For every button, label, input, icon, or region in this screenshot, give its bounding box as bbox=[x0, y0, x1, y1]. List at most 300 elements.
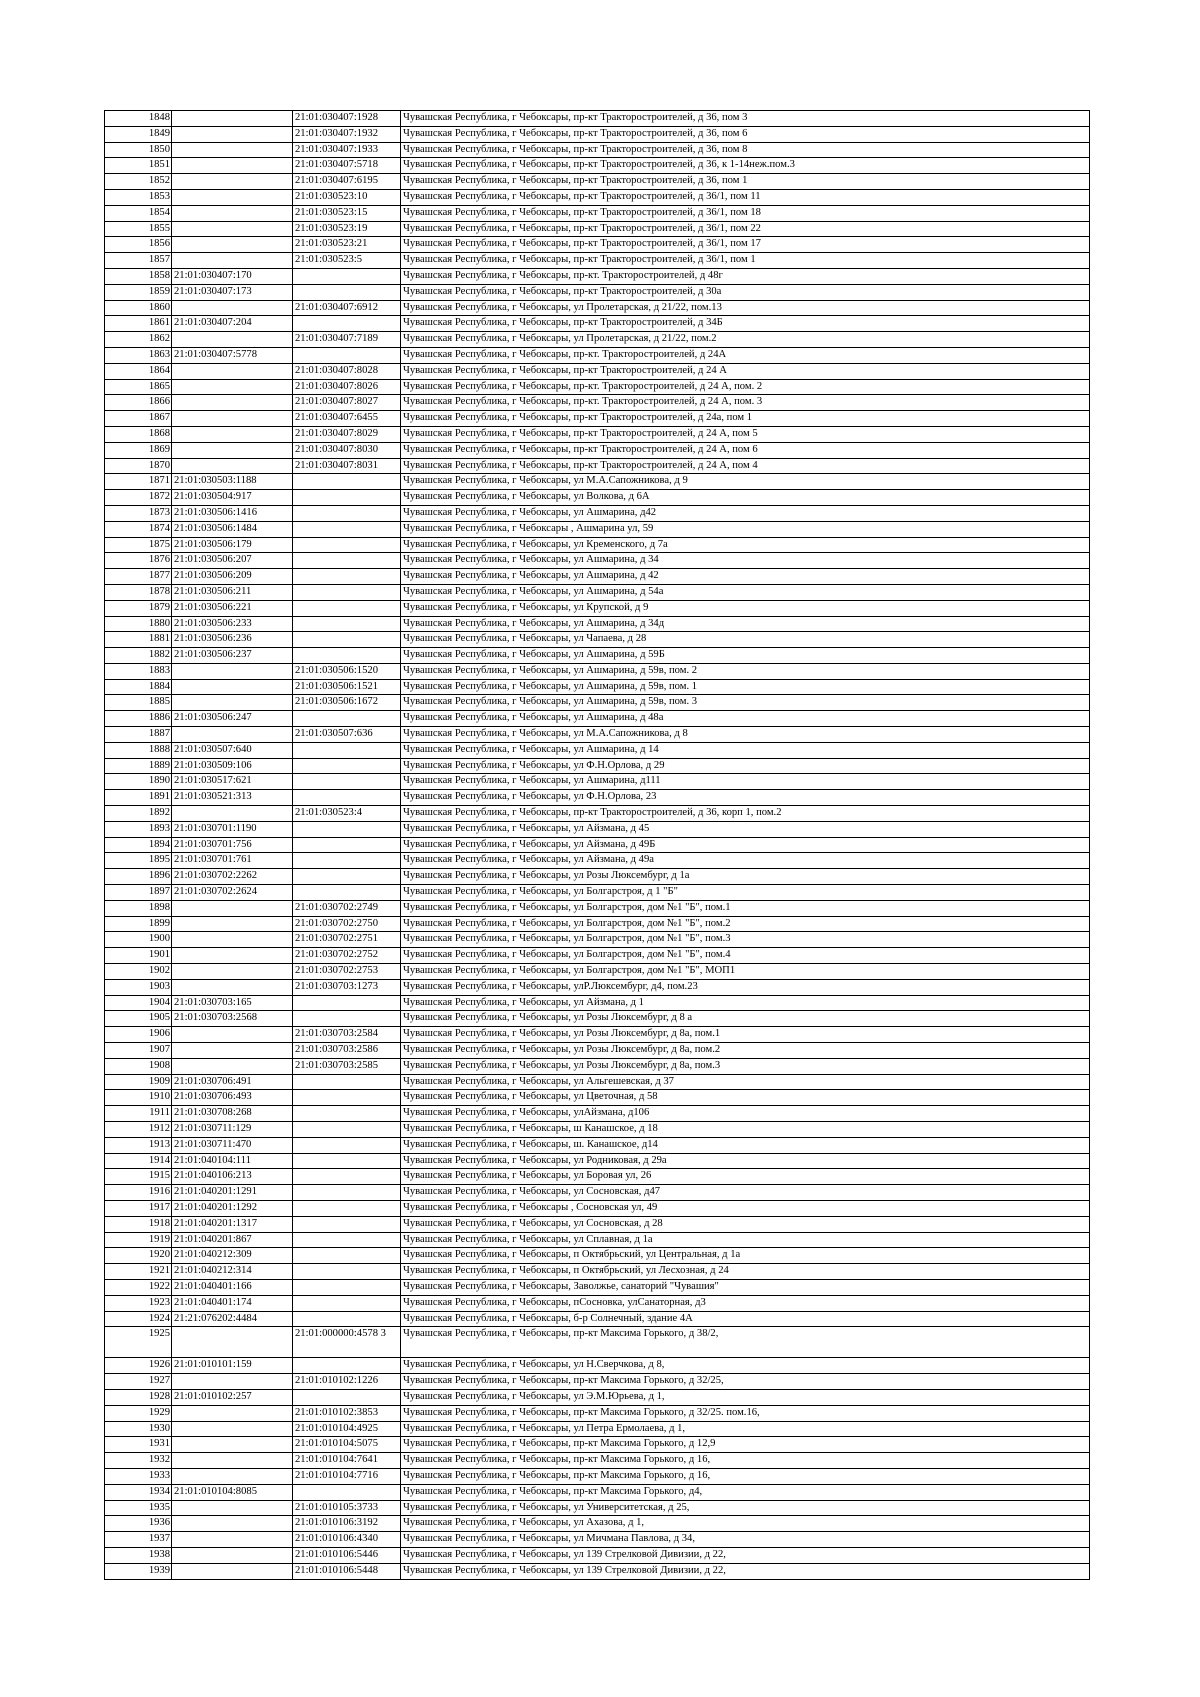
table-row bbox=[105, 758, 1090, 774]
row-number-cell: 1851 bbox=[105, 158, 172, 174]
table-row bbox=[105, 584, 1090, 600]
address-cell: Чувашская Республика, г Чебоксары, пр-кт Тракторостроителей, д 36/1, пом 22 bbox=[401, 221, 1090, 237]
premises-cadastral-number-cell: 21:01:030523:15 bbox=[293, 205, 401, 221]
premises-cadastral-number-cell bbox=[293, 1185, 401, 1201]
premises-cadastral-number-cell bbox=[293, 1216, 401, 1232]
parcel-cadastral-number-cell bbox=[172, 1327, 293, 1358]
table-row bbox=[105, 505, 1090, 521]
premises-cadastral-number-cell bbox=[293, 1106, 401, 1122]
parcel-cadastral-number-cell: 21:01:030506:207 bbox=[172, 553, 293, 569]
row-number-cell: 1880 bbox=[105, 616, 172, 632]
address-cell: Чувашская Республика, г Чебоксары, ул Розы Люксембург, д 8а, пом.3 bbox=[401, 1058, 1090, 1074]
parcel-cadastral-number-cell bbox=[172, 964, 293, 980]
address-cell: Чувашская Республика, г Чебоксары, ул Цветочная, д 58 bbox=[401, 1090, 1090, 1106]
row-number-cell: 1877 bbox=[105, 569, 172, 585]
parcel-cadastral-number-cell: 21:01:030407:173 bbox=[172, 284, 293, 300]
premises-cadastral-number-cell: 21:01:030703:2586 bbox=[293, 1043, 401, 1059]
parcel-cadastral-number-cell: 21:01:030706:493 bbox=[172, 1090, 293, 1106]
premises-cadastral-number-cell bbox=[293, 553, 401, 569]
row-number-cell: 1875 bbox=[105, 537, 172, 553]
table-row bbox=[105, 126, 1090, 142]
premises-cadastral-number-cell bbox=[293, 521, 401, 537]
row-number-cell: 1892 bbox=[105, 806, 172, 822]
parcel-cadastral-number-cell: 21:01:040104:111 bbox=[172, 1153, 293, 1169]
address-cell: Чувашская Республика, г Чебоксары, пр-кт Максима Горького, д 16, bbox=[401, 1453, 1090, 1469]
table-row bbox=[105, 1137, 1090, 1153]
premises-cadastral-number-cell: 21:01:010104:7641 bbox=[293, 1453, 401, 1469]
table-row bbox=[105, 1374, 1090, 1390]
premises-cadastral-number-cell: 21:01:030407:6195 bbox=[293, 174, 401, 190]
row-number-cell: 1938 bbox=[105, 1547, 172, 1563]
table-row bbox=[105, 1516, 1090, 1532]
address-cell: Чувашская Республика, г Чебоксары, пСосновка, улСанаторная, д3 bbox=[401, 1295, 1090, 1311]
parcel-cadastral-number-cell: 21:01:030706:491 bbox=[172, 1074, 293, 1090]
parcel-cadastral-number-cell bbox=[172, 979, 293, 995]
address-cell: Чувашская Республика, г Чебоксары, ул Ф.Н.Орлова, д 29 bbox=[401, 758, 1090, 774]
parcel-cadastral-number-cell: 21:01:030711:470 bbox=[172, 1137, 293, 1153]
address-cell: Чувашская Республика, г Чебоксары, пр-кт Тракторостроителей, д 24 А, пом 6 bbox=[401, 442, 1090, 458]
table-row bbox=[105, 1027, 1090, 1043]
table-row bbox=[105, 1563, 1090, 1579]
table-row bbox=[105, 332, 1090, 348]
premises-cadastral-number-cell: 21:01:030523:4 bbox=[293, 806, 401, 822]
table-row bbox=[105, 490, 1090, 506]
table-row bbox=[105, 885, 1090, 901]
premises-cadastral-number-cell: 21:01:030702:2753 bbox=[293, 964, 401, 980]
table-row bbox=[105, 1264, 1090, 1280]
parcel-cadastral-number-cell bbox=[172, 1437, 293, 1453]
parcel-cadastral-number-cell: 21:01:030509:106 bbox=[172, 758, 293, 774]
document-page bbox=[104, 110, 1090, 1580]
address-cell: Чувашская Республика, г Чебоксары, ул Сосновская, д 28 bbox=[401, 1216, 1090, 1232]
table-row bbox=[105, 1153, 1090, 1169]
table-row bbox=[105, 569, 1090, 585]
table-row bbox=[105, 948, 1090, 964]
address-cell: Чувашская Республика, г Чебоксары, ул Болгарстроя, дом №1 "Б", МОП1 bbox=[401, 964, 1090, 980]
parcel-cadastral-number-cell bbox=[172, 1532, 293, 1548]
row-number-cell: 1857 bbox=[105, 253, 172, 269]
row-number-cell: 1861 bbox=[105, 316, 172, 332]
parcel-cadastral-number-cell: 21:01:030506:221 bbox=[172, 600, 293, 616]
row-number-cell: 1912 bbox=[105, 1122, 172, 1138]
address-cell: Чувашская Республика, г Чебоксары, ул Родниковая, д 29а bbox=[401, 1153, 1090, 1169]
address-cell: Чувашская Республика, г Чебоксары, ул Ашмарина, д 42 bbox=[401, 569, 1090, 585]
parcel-cadastral-number-cell bbox=[172, 332, 293, 348]
parcel-cadastral-number-cell: 21:01:030708:268 bbox=[172, 1106, 293, 1122]
table-row bbox=[105, 253, 1090, 269]
address-cell: Чувашская Республика, г Чебоксары, ул Болгарстроя, дом №1 "Б", пом.2 bbox=[401, 916, 1090, 932]
address-cell: Чувашская Республика, г Чебоксары , Ашмарина ул, 59 bbox=[401, 521, 1090, 537]
parcel-cadastral-number-cell: 21:01:030517:621 bbox=[172, 774, 293, 790]
premises-cadastral-number-cell bbox=[293, 1279, 401, 1295]
address-cell: Чувашская Республика, г Чебоксары, пр-кт Тракторостроителей, д 36/1, пом 1 bbox=[401, 253, 1090, 269]
parcel-cadastral-number-cell bbox=[172, 126, 293, 142]
address-cell: Чувашская Республика, г Чебоксары, ул Н.Сверчкова, д 8, bbox=[401, 1358, 1090, 1374]
premises-cadastral-number-cell bbox=[293, 1074, 401, 1090]
row-number-cell: 1869 bbox=[105, 442, 172, 458]
row-number-cell: 1902 bbox=[105, 964, 172, 980]
parcel-cadastral-number-cell: 21:01:030407:204 bbox=[172, 316, 293, 332]
row-number-cell: 1865 bbox=[105, 379, 172, 395]
premises-cadastral-number-cell: 21:01:010104:5075 bbox=[293, 1437, 401, 1453]
table-row bbox=[105, 932, 1090, 948]
row-number-cell: 1884 bbox=[105, 679, 172, 695]
table-row bbox=[105, 1547, 1090, 1563]
parcel-cadastral-number-cell: 21:01:040201:1292 bbox=[172, 1200, 293, 1216]
table-row bbox=[105, 1532, 1090, 1548]
table-row bbox=[105, 174, 1090, 190]
parcel-cadastral-number-cell: 21:01:030506:237 bbox=[172, 648, 293, 664]
address-cell: Чувашская Республика, г Чебоксары, пр-кт Максима Горького, д 32/25. пом.16, bbox=[401, 1405, 1090, 1421]
address-cell: Чувашская Республика, г Чебоксары, ул 139 Стрелковой Дивизии, д 22, bbox=[401, 1563, 1090, 1579]
row-number-cell: 1926 bbox=[105, 1358, 172, 1374]
row-number-cell: 1924 bbox=[105, 1311, 172, 1327]
parcel-cadastral-number-cell bbox=[172, 1453, 293, 1469]
address-cell: Чувашская Республика, г Чебоксары, ул Сосновская, д47 bbox=[401, 1185, 1090, 1201]
row-number-cell: 1910 bbox=[105, 1090, 172, 1106]
row-number-cell: 1920 bbox=[105, 1248, 172, 1264]
row-number-cell: 1936 bbox=[105, 1516, 172, 1532]
row-number-cell: 1903 bbox=[105, 979, 172, 995]
parcel-cadastral-number-cell: 21:01:030506:1416 bbox=[172, 505, 293, 521]
parcel-cadastral-number-cell bbox=[172, 663, 293, 679]
premises-cadastral-number-cell bbox=[293, 1232, 401, 1248]
table-row bbox=[105, 395, 1090, 411]
premises-cadastral-number-cell: 21:01:030523:21 bbox=[293, 237, 401, 253]
parcel-cadastral-number-cell bbox=[172, 411, 293, 427]
address-cell: Чувашская Республика, г Чебоксары, пр-кт Тракторостроителей, д 24 А, пом 4 bbox=[401, 458, 1090, 474]
row-number-cell: 1854 bbox=[105, 205, 172, 221]
table-row bbox=[105, 205, 1090, 221]
premises-cadastral-number-cell: 21:01:030407:1933 bbox=[293, 142, 401, 158]
row-number-cell: 1859 bbox=[105, 284, 172, 300]
table-row bbox=[105, 1248, 1090, 1264]
table-row bbox=[105, 1011, 1090, 1027]
row-number-cell: 1889 bbox=[105, 758, 172, 774]
table-row bbox=[105, 964, 1090, 980]
table-row bbox=[105, 1074, 1090, 1090]
table-row bbox=[105, 1185, 1090, 1201]
premises-cadastral-number-cell: 21:01:030407:8028 bbox=[293, 363, 401, 379]
address-cell: Чувашская Республика, г Чебоксары, ул Крупской, д 9 bbox=[401, 600, 1090, 616]
table-row bbox=[105, 316, 1090, 332]
parcel-cadastral-number-cell: 21:01:040201:867 bbox=[172, 1232, 293, 1248]
parcel-cadastral-number-cell: 21:01:040201:1317 bbox=[172, 1216, 293, 1232]
table-row bbox=[105, 1279, 1090, 1295]
row-number-cell: 1896 bbox=[105, 869, 172, 885]
premises-cadastral-number-cell bbox=[293, 1389, 401, 1405]
address-cell: Чувашская Республика, г Чебоксары , Сосновская ул, 49 bbox=[401, 1200, 1090, 1216]
premises-cadastral-number-cell: 21:01:030703:2584 bbox=[293, 1027, 401, 1043]
row-number-cell: 1883 bbox=[105, 663, 172, 679]
parcel-cadastral-number-cell bbox=[172, 948, 293, 964]
premises-cadastral-number-cell bbox=[293, 1295, 401, 1311]
premises-cadastral-number-cell bbox=[293, 632, 401, 648]
parcel-cadastral-number-cell bbox=[172, 253, 293, 269]
row-number-cell: 1905 bbox=[105, 1011, 172, 1027]
premises-cadastral-number-cell bbox=[293, 821, 401, 837]
row-number-cell: 1858 bbox=[105, 268, 172, 284]
table-row bbox=[105, 1200, 1090, 1216]
row-number-cell: 1922 bbox=[105, 1279, 172, 1295]
parcel-cadastral-number-cell bbox=[172, 1405, 293, 1421]
parcel-cadastral-number-cell bbox=[172, 363, 293, 379]
row-number-cell: 1862 bbox=[105, 332, 172, 348]
table-row bbox=[105, 1216, 1090, 1232]
premises-cadastral-number-cell bbox=[293, 1153, 401, 1169]
table-row bbox=[105, 158, 1090, 174]
row-number-cell: 1937 bbox=[105, 1532, 172, 1548]
table-row bbox=[105, 268, 1090, 284]
address-cell: Чувашская Республика, г Чебоксары, ул Розы Люксембург, д 8а, пом.2 bbox=[401, 1043, 1090, 1059]
row-number-cell: 1909 bbox=[105, 1074, 172, 1090]
address-cell: Чувашская Республика, г Чебоксары, ул Розы Люксембург, д 8а, пом.1 bbox=[401, 1027, 1090, 1043]
premises-cadastral-number-cell bbox=[293, 837, 401, 853]
address-cell: Чувашская Республика, г Чебоксары, ул Айзмана, д 49а bbox=[401, 853, 1090, 869]
parcel-cadastral-number-cell bbox=[172, 237, 293, 253]
premises-cadastral-number-cell bbox=[293, 569, 401, 585]
table-row bbox=[105, 1311, 1090, 1327]
row-number-cell: 1863 bbox=[105, 347, 172, 363]
parcel-cadastral-number-cell: 21:01:040106:213 bbox=[172, 1169, 293, 1185]
parcel-cadastral-number-cell: 21:21:076202:4484 bbox=[172, 1311, 293, 1327]
table-row bbox=[105, 1122, 1090, 1138]
table-row bbox=[105, 1468, 1090, 1484]
table-row bbox=[105, 995, 1090, 1011]
premises-cadastral-number-cell bbox=[293, 316, 401, 332]
table-row bbox=[105, 1295, 1090, 1311]
premises-cadastral-number-cell bbox=[293, 1137, 401, 1153]
row-number-cell: 1893 bbox=[105, 821, 172, 837]
address-cell: Чувашская Республика, г Чебоксары, ул Ашмарина, д 54а bbox=[401, 584, 1090, 600]
premises-cadastral-number-cell: 21:01:030407:8029 bbox=[293, 426, 401, 442]
address-cell: Чувашская Республика, г Чебоксары, ул Ашмарина, д 34 bbox=[401, 553, 1090, 569]
row-number-cell: 1933 bbox=[105, 1468, 172, 1484]
parcel-cadastral-number-cell bbox=[172, 379, 293, 395]
address-cell: Чувашская Республика, г Чебоксары, ул Ф.Н.Орлова, 23 bbox=[401, 790, 1090, 806]
row-number-cell: 1848 bbox=[105, 111, 172, 127]
table-row bbox=[105, 521, 1090, 537]
row-number-cell: 1887 bbox=[105, 727, 172, 743]
parcel-cadastral-number-cell: 21:01:030701:761 bbox=[172, 853, 293, 869]
parcel-cadastral-number-cell bbox=[172, 458, 293, 474]
table-row bbox=[105, 363, 1090, 379]
row-number-cell: 1925 bbox=[105, 1327, 172, 1358]
premises-cadastral-number-cell: 21:01:010104:7716 bbox=[293, 1468, 401, 1484]
row-number-cell: 1853 bbox=[105, 189, 172, 205]
premises-cadastral-number-cell bbox=[293, 1122, 401, 1138]
premises-cadastral-number-cell: 21:01:030407:6912 bbox=[293, 300, 401, 316]
row-number-cell: 1876 bbox=[105, 553, 172, 569]
parcel-cadastral-number-cell: 21:01:030703:2568 bbox=[172, 1011, 293, 1027]
table-row bbox=[105, 600, 1090, 616]
address-cell: Чувашская Республика, г Чебоксары, ул Розы Люксембург, д 1а bbox=[401, 869, 1090, 885]
parcel-cadastral-number-cell: 21:01:030506:236 bbox=[172, 632, 293, 648]
row-number-cell: 1894 bbox=[105, 837, 172, 853]
row-number-cell: 1872 bbox=[105, 490, 172, 506]
parcel-cadastral-number-cell: 21:01:030504:917 bbox=[172, 490, 293, 506]
premises-cadastral-number-cell: 21:01:030407:8031 bbox=[293, 458, 401, 474]
premises-cadastral-number-cell bbox=[293, 885, 401, 901]
parcel-cadastral-number-cell bbox=[172, 158, 293, 174]
parcel-cadastral-number-cell: 21:01:030506:233 bbox=[172, 616, 293, 632]
premises-cadastral-number-cell: 21:01:030506:1520 bbox=[293, 663, 401, 679]
address-cell: Чувашская Республика, г Чебоксары, ул Ашмарина, д 14 bbox=[401, 742, 1090, 758]
address-cell: Чувашская Республика, г Чебоксары, пр-кт. Тракторостроителей, д 24А bbox=[401, 347, 1090, 363]
premises-cadastral-number-cell: 21:01:030407:1928 bbox=[293, 111, 401, 127]
table-row bbox=[105, 727, 1090, 743]
parcel-cadastral-number-cell bbox=[172, 174, 293, 190]
property-register-table bbox=[104, 110, 1090, 1580]
table-row bbox=[105, 869, 1090, 885]
table-row bbox=[105, 648, 1090, 664]
row-number-cell: 1866 bbox=[105, 395, 172, 411]
row-number-cell: 1871 bbox=[105, 474, 172, 490]
premises-cadastral-number-cell: 21:01:030407:8027 bbox=[293, 395, 401, 411]
premises-cadastral-number-cell: 21:01:030407:5718 bbox=[293, 158, 401, 174]
address-cell: Чувашская Республика, г Чебоксары, ул Ашмарина, д42 bbox=[401, 505, 1090, 521]
address-cell: Чувашская Республика, г Чебоксары, ул Болгарстроя, дом №1 "Б", пом.4 bbox=[401, 948, 1090, 964]
premises-cadastral-number-cell: 21:01:030703:1273 bbox=[293, 979, 401, 995]
row-number-cell: 1931 bbox=[105, 1437, 172, 1453]
premises-cadastral-number-cell bbox=[293, 758, 401, 774]
row-number-cell: 1873 bbox=[105, 505, 172, 521]
premises-cadastral-number-cell: 21:01:030407:6455 bbox=[293, 411, 401, 427]
premises-cadastral-number-cell bbox=[293, 1200, 401, 1216]
address-cell: Чувашская Республика, г Чебоксары, ул Мичмана Павлова, д 34, bbox=[401, 1532, 1090, 1548]
premises-cadastral-number-cell: 21:01:030523:10 bbox=[293, 189, 401, 205]
address-cell: Чувашская Республика, г Чебоксары, пр-кт Тракторостроителей, д 36, пом 8 bbox=[401, 142, 1090, 158]
parcel-cadastral-number-cell bbox=[172, 300, 293, 316]
parcel-cadastral-number-cell: 21:01:040212:314 bbox=[172, 1264, 293, 1280]
parcel-cadastral-number-cell: 21:01:030702:2262 bbox=[172, 869, 293, 885]
address-cell: Чувашская Республика, г Чебоксары, ул Сплавная, д 1а bbox=[401, 1232, 1090, 1248]
row-number-cell: 1895 bbox=[105, 853, 172, 869]
table-row bbox=[105, 1090, 1090, 1106]
parcel-cadastral-number-cell bbox=[172, 1374, 293, 1390]
parcel-cadastral-number-cell: 21:01:030506:211 bbox=[172, 584, 293, 600]
address-cell: Чувашская Республика, г Чебоксары, ул Петра Ермолаева, д 1, bbox=[401, 1421, 1090, 1437]
premises-cadastral-number-cell bbox=[293, 742, 401, 758]
parcel-cadastral-number-cell bbox=[172, 142, 293, 158]
parcel-cadastral-number-cell: 21:01:040401:174 bbox=[172, 1295, 293, 1311]
premises-cadastral-number-cell: 21:01:030702:2752 bbox=[293, 948, 401, 964]
table-row bbox=[105, 142, 1090, 158]
premises-cadastral-number-cell: 21:01:010106:4340 bbox=[293, 1532, 401, 1548]
premises-cadastral-number-cell bbox=[293, 1169, 401, 1185]
address-cell: Чувашская Республика, г Чебоксары, ул Айзмана, д 1 bbox=[401, 995, 1090, 1011]
premises-cadastral-number-cell: 21:01:030407:7189 bbox=[293, 332, 401, 348]
premises-cadastral-number-cell: 21:01:030407:8030 bbox=[293, 442, 401, 458]
address-cell: Чувашская Республика, г Чебоксары, ул Ашмарина, д 59в, пом. 1 bbox=[401, 679, 1090, 695]
row-number-cell: 1855 bbox=[105, 221, 172, 237]
table-row bbox=[105, 411, 1090, 427]
table-row bbox=[105, 1043, 1090, 1059]
address-cell: Чувашская Республика, г Чебоксары, пр-кт Тракторостроителей, д 36/1, пом 18 bbox=[401, 205, 1090, 221]
premises-cadastral-number-cell: 21:01:030702:2750 bbox=[293, 916, 401, 932]
address-cell: Чувашская Республика, г Чебоксары, ул М.А.Сапожникова, д 9 bbox=[401, 474, 1090, 490]
table-row bbox=[105, 379, 1090, 395]
row-number-cell: 1900 bbox=[105, 932, 172, 948]
table-row bbox=[105, 821, 1090, 837]
row-number-cell: 1934 bbox=[105, 1484, 172, 1500]
parcel-cadastral-number-cell: 21:01:030407:170 bbox=[172, 268, 293, 284]
table-row bbox=[105, 1389, 1090, 1405]
parcel-cadastral-number-cell bbox=[172, 1058, 293, 1074]
table-row bbox=[105, 1453, 1090, 1469]
address-cell: Чувашская Республика, г Чебоксары, ул Университетская, д 25, bbox=[401, 1500, 1090, 1516]
parcel-cadastral-number-cell: 21:01:030503:1188 bbox=[172, 474, 293, 490]
table-row bbox=[105, 426, 1090, 442]
parcel-cadastral-number-cell bbox=[172, 1563, 293, 1579]
premises-cadastral-number-cell: 21:01:010106:5448 bbox=[293, 1563, 401, 1579]
row-number-cell: 1904 bbox=[105, 995, 172, 1011]
premises-cadastral-number-cell bbox=[293, 790, 401, 806]
row-number-cell: 1932 bbox=[105, 1453, 172, 1469]
parcel-cadastral-number-cell bbox=[172, 900, 293, 916]
address-cell: Чувашская Республика, г Чебоксары, пр-кт Тракторостроителей, д 36/1, пом 17 bbox=[401, 237, 1090, 253]
premises-cadastral-number-cell bbox=[293, 648, 401, 664]
address-cell: Чувашская Республика, г Чебоксары, пр-кт Тракторостроителей, д 36, пом 1 bbox=[401, 174, 1090, 190]
parcel-cadastral-number-cell bbox=[172, 932, 293, 948]
address-cell: Чувашская Республика, г Чебоксары, пр-кт Максима Горького, д 38/2, bbox=[401, 1327, 1090, 1358]
table-row bbox=[105, 458, 1090, 474]
table-row bbox=[105, 347, 1090, 363]
row-number-cell: 1914 bbox=[105, 1153, 172, 1169]
row-number-cell: 1911 bbox=[105, 1106, 172, 1122]
premises-cadastral-number-cell bbox=[293, 711, 401, 727]
premises-cadastral-number-cell: 21:01:030702:2749 bbox=[293, 900, 401, 916]
premises-cadastral-number-cell bbox=[293, 537, 401, 553]
address-cell: Чувашская Республика, г Чебоксары, ул Ашмарина, д111 bbox=[401, 774, 1090, 790]
parcel-cadastral-number-cell bbox=[172, 1516, 293, 1532]
table-row bbox=[105, 806, 1090, 822]
premises-cadastral-number-cell bbox=[293, 600, 401, 616]
address-cell: Чувашская Республика, г Чебоксары, ул Болгарстроя, д 1 "Б" bbox=[401, 885, 1090, 901]
row-number-cell: 1881 bbox=[105, 632, 172, 648]
row-number-cell: 1870 bbox=[105, 458, 172, 474]
address-cell: Чувашская Республика, г Чебоксары, ул Болгарстроя, дом №1 "Б", пом.1 bbox=[401, 900, 1090, 916]
address-cell: Чувашская Республика, г Чебоксары, пр-кт. Тракторостроителей, д 48г bbox=[401, 268, 1090, 284]
premises-cadastral-number-cell bbox=[293, 505, 401, 521]
table-row bbox=[105, 790, 1090, 806]
table-row bbox=[105, 474, 1090, 490]
address-cell: Чувашская Республика, г Чебоксары, ул Альгешевская, д 37 bbox=[401, 1074, 1090, 1090]
address-cell: Чувашская Республика, г Чебоксары, пр-кт. Тракторостроителей, д 24 А, пом. 2 bbox=[401, 379, 1090, 395]
table-row bbox=[105, 1106, 1090, 1122]
address-cell: Чувашская Республика, г Чебоксары, ул Пролетарская, д 21/22, пом.2 bbox=[401, 332, 1090, 348]
premises-cadastral-number-cell: 21:01:010104:4925 bbox=[293, 1421, 401, 1437]
table-row bbox=[105, 300, 1090, 316]
row-number-cell: 1886 bbox=[105, 711, 172, 727]
parcel-cadastral-number-cell bbox=[172, 806, 293, 822]
table-row bbox=[105, 900, 1090, 916]
address-cell: Чувашская Республика, г Чебоксары, пр-кт Тракторостроителей, д 36, к 1-14неж.пом.3 bbox=[401, 158, 1090, 174]
row-number-cell: 1917 bbox=[105, 1200, 172, 1216]
row-number-cell: 1901 bbox=[105, 948, 172, 964]
premises-cadastral-number-cell bbox=[293, 853, 401, 869]
premises-cadastral-number-cell bbox=[293, 1248, 401, 1264]
address-cell: Чувашская Республика, г Чебоксары, ул Ахазова, д 1, bbox=[401, 1516, 1090, 1532]
parcel-cadastral-number-cell: 21:01:040201:1291 bbox=[172, 1185, 293, 1201]
address-cell: Чувашская Республика, г Чебоксары, пр-кт. Тракторостроителей, д 24 А, пом. 3 bbox=[401, 395, 1090, 411]
premises-cadastral-number-cell bbox=[293, 1484, 401, 1500]
table-row bbox=[105, 1405, 1090, 1421]
parcel-cadastral-number-cell: 21:01:010104:8085 bbox=[172, 1484, 293, 1500]
table-row bbox=[105, 979, 1090, 995]
parcel-cadastral-number-cell bbox=[172, 426, 293, 442]
address-cell: Чувашская Республика, г Чебоксары, ул Болгарстроя, дом №1 "Б", пом.3 bbox=[401, 932, 1090, 948]
